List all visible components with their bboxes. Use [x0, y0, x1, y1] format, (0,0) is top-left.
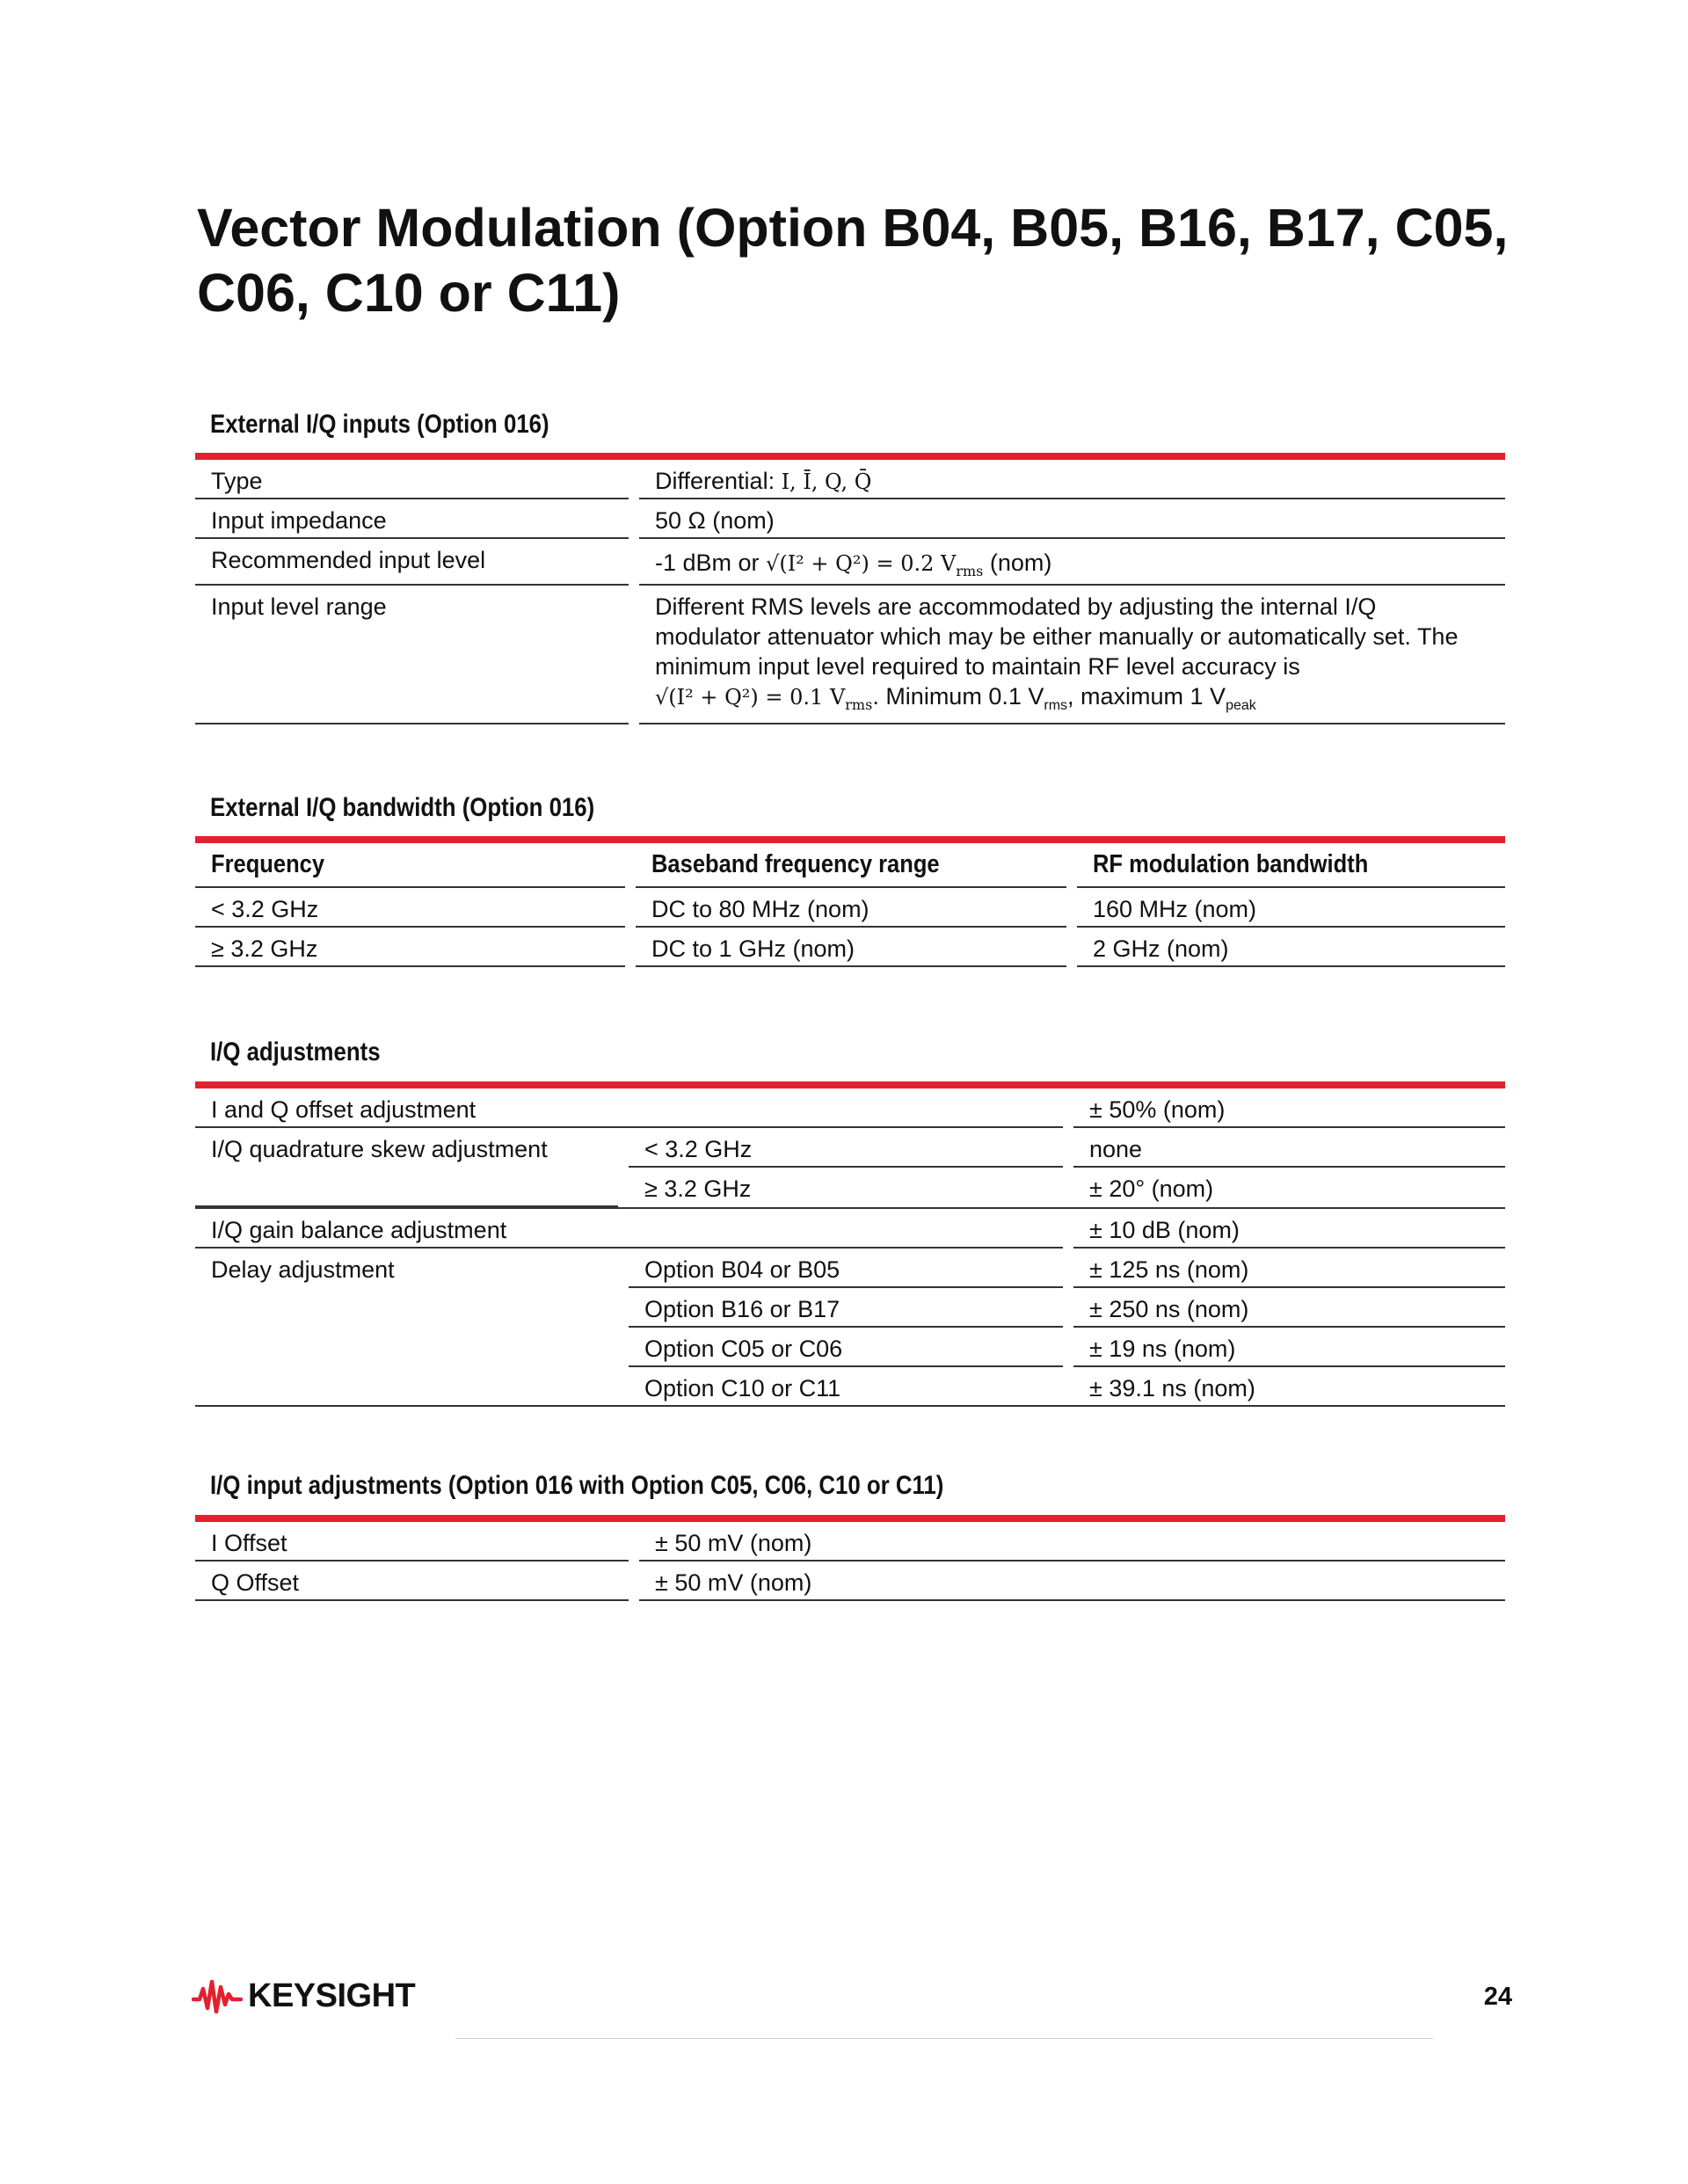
- logo-text: KEYSIGHT: [248, 1977, 416, 2014]
- row-value: [639, 460, 1505, 499]
- row-label: Delay adjustment: [211, 1256, 395, 1283]
- keysight-wave-icon: [192, 1977, 243, 2015]
- row-label: I Offset: [195, 1522, 629, 1562]
- table-cell: 2 GHz (nom): [1077, 928, 1505, 967]
- table-row-group: [195, 1128, 1505, 1207]
- value-text: . Minimum 0.1 V: [872, 683, 1044, 710]
- value-prefix: Differential:: [655, 468, 782, 494]
- table-header-row: [195, 843, 1505, 888]
- table-top-rule: [195, 836, 1505, 843]
- row-value: ± 250 ns (nom): [1073, 1288, 1505, 1328]
- table-iq-adjustments: [195, 1081, 1505, 1407]
- table-subrow: [618, 1367, 1505, 1405]
- row-value: [639, 586, 1505, 724]
- row-label: I and Q offset adjustment: [195, 1088, 1063, 1128]
- table-row: [195, 586, 1505, 724]
- section-title-iq-adjustments: I/Q adjustments: [210, 1037, 381, 1067]
- column-header: RF modulation bandwidth: [1077, 843, 1505, 888]
- row-label: Input impedance: [195, 499, 629, 539]
- table-cell: DC to 80 MHz (nom): [636, 888, 1066, 928]
- table-cell: ≥ 3.2 GHz: [195, 928, 625, 967]
- footer-divider: [455, 2038, 1433, 2039]
- section-title-external-iq-inputs: External I/Q inputs (Option 016): [210, 410, 549, 439]
- table-row: [195, 1562, 1505, 1601]
- row-value: ± 10 dB (nom): [1073, 1209, 1505, 1249]
- table-row: [195, 499, 1505, 539]
- value-text: Different RMS levels are accommodated by adjusting the internal I/Q modulator attenuator which may be either manually or automatically set. The minimum input level required to maintain RF level accuracy is: [655, 593, 1459, 680]
- table-subrow: [618, 1328, 1505, 1367]
- math-expression: √(I² + Q²) = 0.2 V: [766, 551, 957, 576]
- table-external-iq-bandwidth: [195, 836, 1505, 967]
- table-cell: < 3.2 GHz: [195, 888, 625, 928]
- table-subrow: [618, 1249, 1505, 1288]
- table-subrow: [618, 1128, 1505, 1168]
- row-condition: < 3.2 GHz: [629, 1128, 1063, 1168]
- table-row: [195, 1207, 1505, 1249]
- table-top-rule: [195, 453, 1505, 460]
- math-expression: I, Ī, Q, Q̄: [781, 470, 872, 494]
- row-condition: Option B04 or B05: [629, 1249, 1063, 1288]
- table-cell: DC to 1 GHz (nom): [636, 928, 1066, 967]
- row-label: I/Q gain balance adjustment: [195, 1209, 1063, 1249]
- row-value: [639, 539, 1505, 586]
- row-value: ± 50% (nom): [1073, 1088, 1505, 1128]
- row-value: ± 19 ns (nom): [1073, 1328, 1505, 1367]
- column-header: Baseband frequency range: [636, 843, 1066, 888]
- row-label: Recommended input level: [195, 539, 629, 586]
- row-condition: Option C10 or C11: [644, 1375, 841, 1401]
- table-cell: 160 MHz (nom): [1077, 888, 1505, 928]
- row-value: ± 50 mV (nom): [639, 1522, 1505, 1562]
- value-text: , maximum 1 V: [1067, 683, 1226, 710]
- subscript: rms: [1044, 698, 1068, 713]
- math-subscript: rms: [956, 563, 984, 579]
- keysight-logo: [192, 1977, 415, 2015]
- subscript: peak: [1226, 698, 1256, 713]
- row-condition: Option C05 or C06: [629, 1328, 1063, 1367]
- table-subrow: [618, 1288, 1505, 1328]
- table-subrow: [618, 1168, 1505, 1207]
- row-value: ± 125 ns (nom): [1073, 1249, 1505, 1288]
- row-label: Q Offset: [195, 1562, 629, 1601]
- value-prefix: -1 dBm or: [655, 550, 767, 576]
- row-value: ± 20° (nom): [1089, 1176, 1214, 1202]
- table-row: [195, 888, 1505, 928]
- row-label: Input level range: [195, 586, 629, 724]
- table-row: [195, 460, 1505, 499]
- row-condition: ≥ 3.2 GHz: [644, 1176, 752, 1202]
- table-external-iq-inputs: [195, 453, 1505, 724]
- page-number: 24: [1483, 1983, 1512, 2011]
- table-row: [195, 539, 1505, 586]
- math-subscript: rms: [845, 696, 873, 713]
- table-iq-input-adjustments: [195, 1515, 1505, 1601]
- math-expression: √(I² + Q²) = 0.1 V: [655, 685, 846, 710]
- row-value: none: [1073, 1128, 1505, 1168]
- row-value: ± 39.1 ns (nom): [1089, 1375, 1255, 1401]
- value-suffix: (nom): [983, 550, 1052, 576]
- table-row: [195, 928, 1505, 967]
- table-row: [195, 1088, 1505, 1128]
- row-value: ± 50 mV (nom): [639, 1562, 1505, 1601]
- section-title-iq-input-adjustments: I/Q input adjustments (Option 016 with Option C05, C06, C10 or C11): [210, 1471, 944, 1500]
- page-title: Vector Modulation (Option B04, B05, B16, B17, C05, C06, C10 or C11): [197, 198, 1509, 323]
- row-value: 50 Ω (nom): [639, 499, 1505, 539]
- table-top-rule: [195, 1081, 1505, 1088]
- table-top-rule: [195, 1515, 1505, 1522]
- table-row-group: [195, 1249, 1505, 1407]
- column-header: Frequency: [195, 843, 625, 888]
- table-row: [195, 1522, 1505, 1562]
- row-label: I/Q quadrature skew adjustment: [195, 1128, 618, 1207]
- row-condition: Option B16 or B17: [629, 1288, 1063, 1328]
- section-title-external-iq-bandwidth: External I/Q bandwidth (Option 016): [210, 793, 595, 822]
- row-label: Type: [195, 460, 629, 499]
